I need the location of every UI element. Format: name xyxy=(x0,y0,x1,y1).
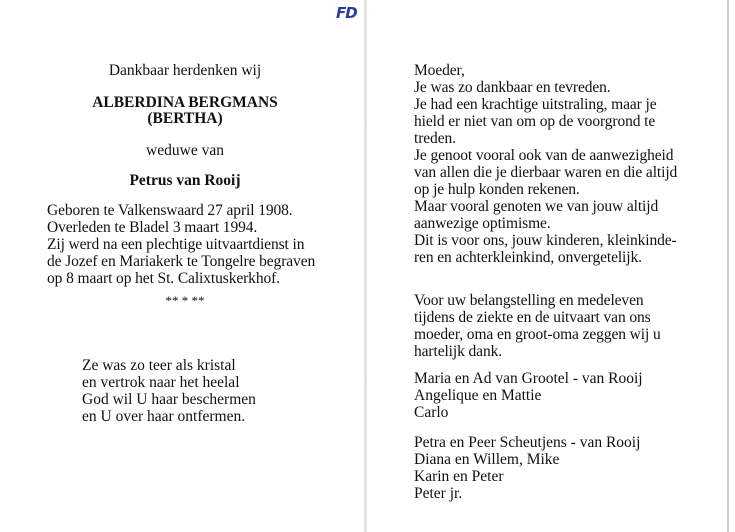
letter-line: Maar vooral genoten we van jouw altijd xyxy=(414,198,659,215)
family-line: Maria en Ad van Grootel - van Rooij xyxy=(414,370,643,387)
family-group-2 xyxy=(414,434,640,502)
family-line: Petra en Peer Scheutjens - van Rooij xyxy=(414,434,641,451)
letter-line: aanwezige optimisme. xyxy=(414,215,551,232)
biography xyxy=(47,202,315,287)
poem-line: en U over haar ontfermen. xyxy=(82,408,246,425)
stamp-initials: FD xyxy=(336,4,357,22)
letter-line: Je was zo dankbaar en tevreden. xyxy=(414,79,611,96)
thanks-line: hartelijk dank. xyxy=(414,343,503,360)
letter-line: Je had een krachtige uitstraling, maar je xyxy=(414,96,657,113)
letter-to-mother xyxy=(414,62,677,266)
letter-line: van allen die je dierbaar waren en die altijd xyxy=(414,164,678,181)
thanks-line: Voor uw belangstelling en medeleven xyxy=(414,292,644,309)
card-edge xyxy=(727,0,729,532)
bio-line: Zij werd na een plechtige uitvaartdienst in xyxy=(47,236,305,253)
poem-line: en vertrok naar het heelal xyxy=(82,374,240,391)
letter-line: Moeder, xyxy=(414,62,465,79)
letter-line: Dit is voor ons, jouw kinderen, kleinkinde- xyxy=(414,232,677,249)
poem-line: God wil U haar beschermen xyxy=(82,391,256,408)
bio-line: Geboren te Valkenswaard 27 april 1908. xyxy=(47,202,293,219)
family-group-1 xyxy=(414,370,643,421)
family-line: Diana en Willem, Mike xyxy=(414,451,560,468)
intro-text: Dankbaar herdenken wij xyxy=(108,62,262,79)
card-fold xyxy=(364,0,367,532)
letter-line: op je hulp konden rekenen. xyxy=(414,181,580,198)
letter-line: Je genoot vooral ook van de aanwezigheid xyxy=(414,147,674,164)
poem-line: Ze was zo teer als kristal xyxy=(82,357,236,374)
letter-line: hield er niet van om op de voorgrond te xyxy=(414,113,656,130)
thanks-text xyxy=(414,292,661,360)
deceased-name: ALBERDINA BERGMANS xyxy=(92,94,278,111)
family-line: Peter jr. xyxy=(414,485,463,502)
poem xyxy=(82,357,256,425)
deceased-nickname: (BERTHA) xyxy=(147,110,223,127)
widow-of-text: weduwe van xyxy=(146,142,224,159)
bio-line: de Jozef en Mariakerk te Tongelre begraven xyxy=(47,253,316,270)
separator-asterisks: ** * ** xyxy=(165,293,205,308)
bio-line: op 8 maart op het St. Calixtuskerkhof. xyxy=(47,270,280,287)
letter-line: treden. xyxy=(414,130,456,147)
family-line: Karin en Peter xyxy=(414,468,504,485)
letter-line: ren en achterkleinkind, onvergetelijk. xyxy=(414,249,642,266)
thanks-line: tijdens de ziekte en de uitvaart van ons xyxy=(414,309,651,326)
family-line: Carlo xyxy=(414,404,449,421)
bio-line: Overleden te Bladel 3 maart 1994. xyxy=(47,219,258,236)
family-line: Angelique en Mattie xyxy=(414,387,542,404)
thanks-line: moeder, oma en groot-oma zeggen wij u xyxy=(414,326,661,343)
husband-name: Petrus van Rooij xyxy=(129,172,241,189)
